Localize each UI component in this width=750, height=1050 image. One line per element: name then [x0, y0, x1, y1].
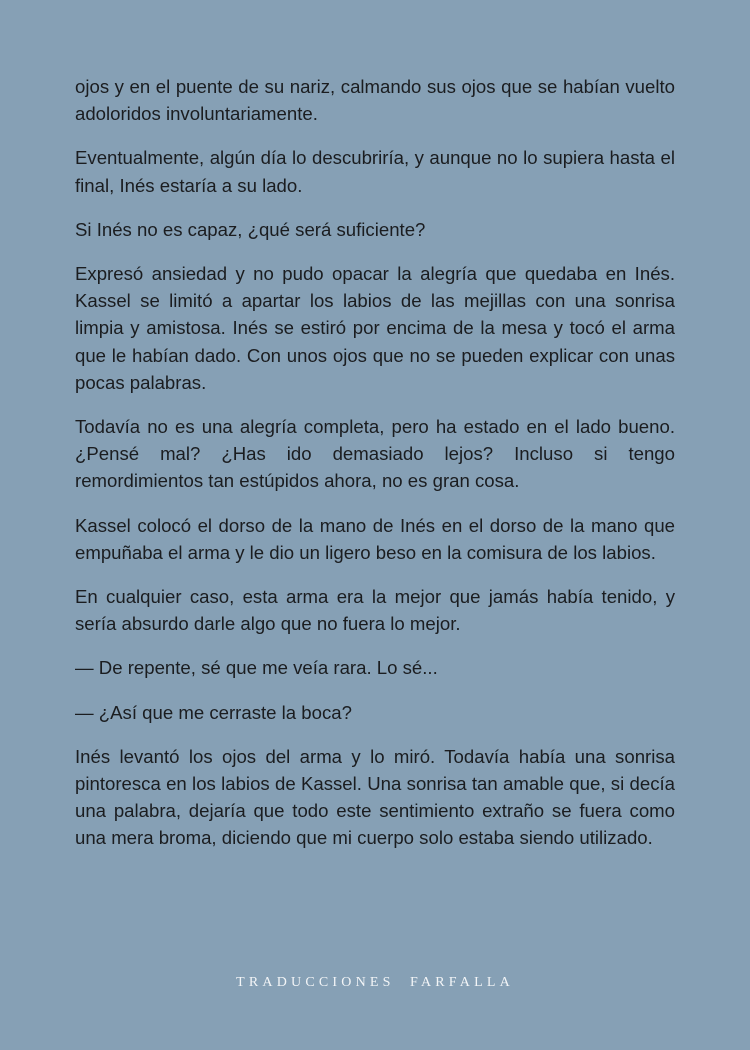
- paragraph: Si Inés no es capaz, ¿qué será suficiente?: [75, 218, 426, 240]
- paragraph: Kassel colocó el dorso de la mano de Inés en el dorso de la mano que empuñaba el arma y le dio un ligero beso en la comisura de los labios.: [75, 514, 675, 563]
- paragraph: Todavía no es una alegría completa, pero ha estado en el lado bueno. ¿Pensé mal? ¿Has ido demasiado lejos? Incluso si tengo remordimientos tan estúpidos ahora, no es gran cosa.: [75, 416, 675, 492]
- paragraph: ojos y en el puente de su nariz, calmando sus ojos que se habían vuelto adoloridos involuntariamente.: [75, 76, 675, 125]
- paragraph: Eventualmente, algún día lo descubriría, y aunque no lo supiera hasta el final, Inés estaría a su lado.: [75, 147, 675, 196]
- page-body: [75, 73, 675, 869]
- paragraph: Inés levantó los ojos del arma y lo miró. Todavía había una sonrisa pintoresca en los labios de Kassel. Una sonrisa tan amable que, si decía una palabra, dejaría que todo este sentimiento extraño se fuera como una mera broma, diciendo que mi cuerpo solo estaba siendo utilizado.: [75, 745, 675, 849]
- dialogue-line: — ¿Así que me cerraste la boca?: [75, 701, 352, 723]
- paragraph: Expresó ansiedad y no pudo opacar la alegría que quedaba en Inés. Kassel se limitó a apartar los labios de las mejillas con una sonrisa limpia y amistosa. Inés se estiró por encima de la mesa y tocó el arma que le habían dado. Con unos ojos que no se pueden explicar con unas pocas palabras.: [75, 263, 675, 393]
- paragraph: En cualquier caso, esta arma era la mejor que jamás había tenido, y sería absurdo darle algo que no fuera lo mejor.: [75, 586, 675, 635]
- footer-credit: TRADUCCIONES FARFALLA: [236, 975, 514, 990]
- dialogue-line: — De repente, sé que me veía rara. Lo sé...: [75, 657, 438, 679]
